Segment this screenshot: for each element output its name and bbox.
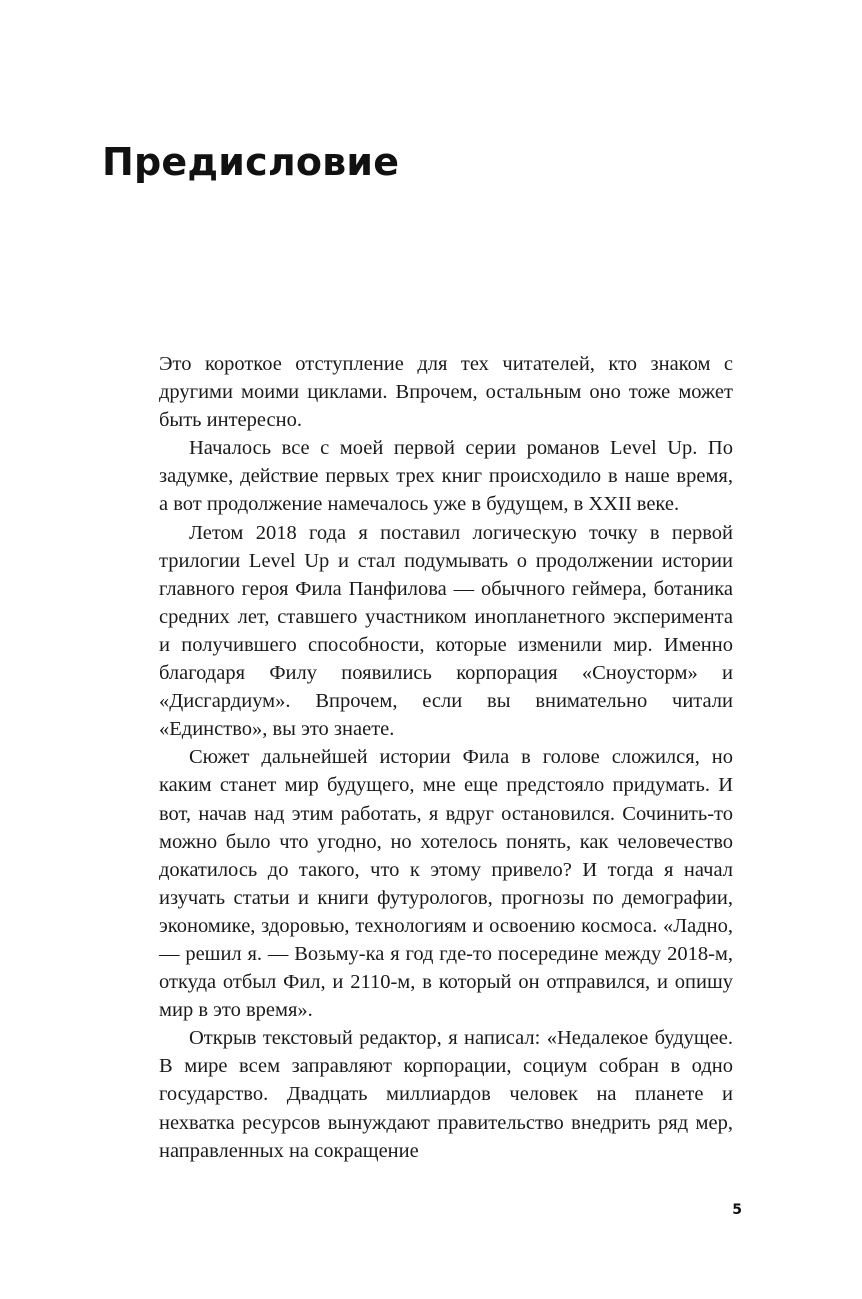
paragraph: Это короткое отступление для тех читателей, кто знаком с другими моими циклами. Впрочем, остальным оно тоже может быть интересно. [159,353,733,432]
paragraph: Открыв текстовый редактор, я написал: «Недалекое будущее. В мире всем заправляют корпорации, социум собран в одно государство. Двадцать миллиардов человек на планете и нехватка ресурсов вынуждают правительство внедрить ряд мер, направленных на сокращение [159,1027,733,1162]
page-title: Предисловие [102,140,400,184]
page-number: 5 [732,1202,742,1218]
body-text [159,350,733,1165]
paragraph: Летом 2018 года я поставил логическую точку в первой трилогии Level Up и стал подумывать о продолжении истории главного героя Фила Панфилова — обычного геймера, ботаника средних лет, ставшего участником инопланетного эксперимента и получившего способности, которые изменили мир. Именно благодаря Филу появились корпорация «Сноусторм» и «Дисгардиум». Впрочем, если вы внимательно читали «Единство», вы это знаете. [159,521,733,741]
paragraph: Сюжет дальнейшей истории Фила в голове сложился, но каким станет мир будущего, мне еще предстояло придумать. И вот, начав над этим работать, я вдруг остановился. Сочинить-то можно было что угодно, но хотелось понять, как человечество докатилось до такого, что к этому привело? И тогда я начал изучать статьи и книги футурологов, прогнозы по демографии, экономике, здоровью, технологиям и освоению космоса. «Ладно, — решил я. — Возьму-ка я год где-то посередине между 2018-м, откуда отбыл Фил, и 2110-м, в который он отправился, и опишу мир в это время». [159,746,733,1022]
paragraph: Началось все с моей первой серии романов Level Up. По задумке, действие первых трех книг происходило в наше время, а вот продолжение намечалось уже в будущем, в XXII веке. [159,437,733,516]
